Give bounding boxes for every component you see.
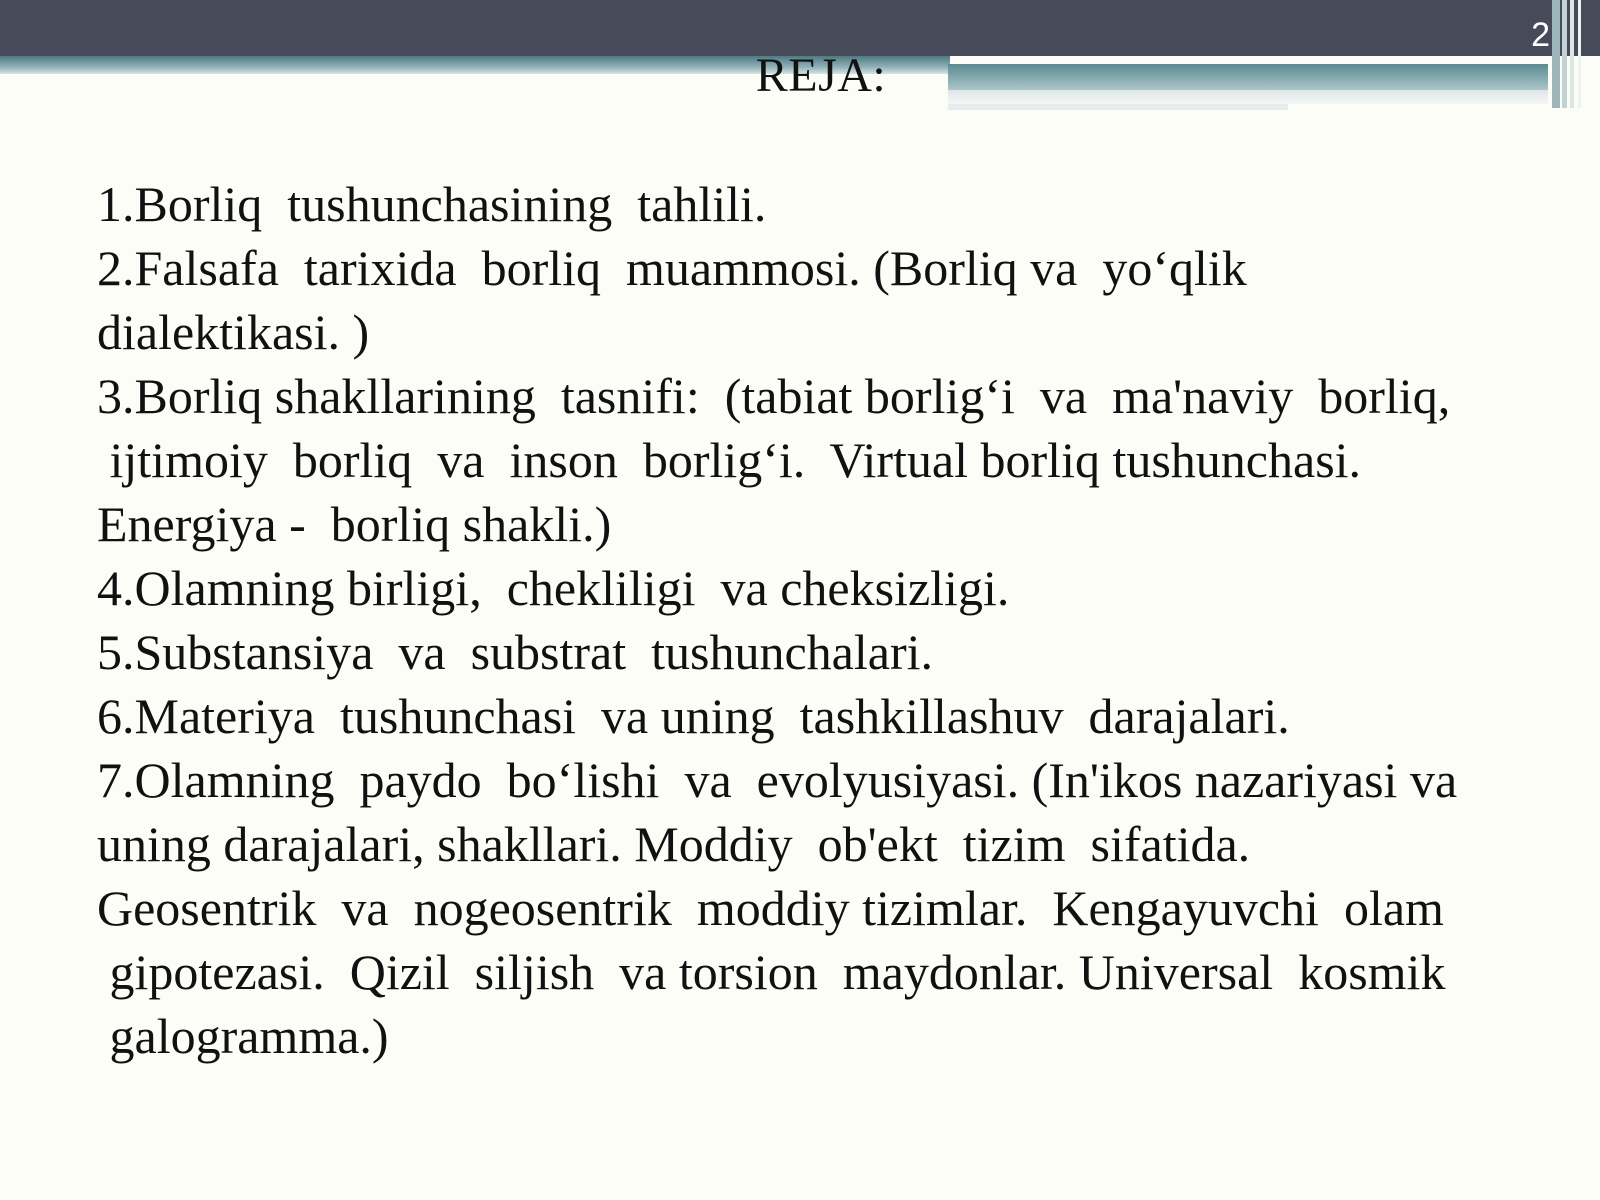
plan-line: 5.Substansiya va substrat tushunchalari.	[97, 624, 933, 680]
plan-line: 7.Olamning paydo bo‘lishi va evolyusiyasi. (In'ikos nazariyasi va	[97, 752, 1458, 808]
plan-line: 4.Olamning birligi, chekliligi va cheksizligi.	[97, 560, 1010, 616]
plan-line: uning darajalari, shakllari. Moddiy ob'ekt tizim sifatida.	[97, 816, 1251, 872]
plan-line: 2.Falsafa tarixida borliq muammosi. (Borliq va yo‘qlik	[97, 240, 1247, 296]
plan-line: galogramma.)	[97, 1008, 389, 1064]
plan-line: Energiya - borliq shakli.)	[97, 496, 612, 552]
plan-line: 6.Materiya tushunchasi va uning tashkillashuv darajalari.	[97, 688, 1290, 744]
header-light-bar-small	[948, 104, 1288, 110]
plan-line: Geosentrik va nogeosentrik moddiy tizimlar. Kengayuvchi olam	[97, 880, 1444, 936]
plan-line: gipotezasi. Qizil siljish va torsion maydonlar. Universal kosmik	[97, 944, 1446, 1000]
plan-line: dialektikasi. )	[97, 304, 370, 360]
slide-title: REJA:	[755, 49, 887, 102]
plan-list	[97, 172, 1567, 1068]
plan-line: 1.Borliq tushunchasining tahlili.	[97, 176, 767, 232]
plan-line: 3.Borliq shakllarining tasnifi: (tabiat borlig‘i va ma'naviy borliq,	[97, 368, 1451, 424]
page-number: 2	[1531, 16, 1550, 54]
plan-line: ijtimoiy borliq va inson borlig‘i. Virtual borliq tushunchasi.	[97, 432, 1362, 488]
